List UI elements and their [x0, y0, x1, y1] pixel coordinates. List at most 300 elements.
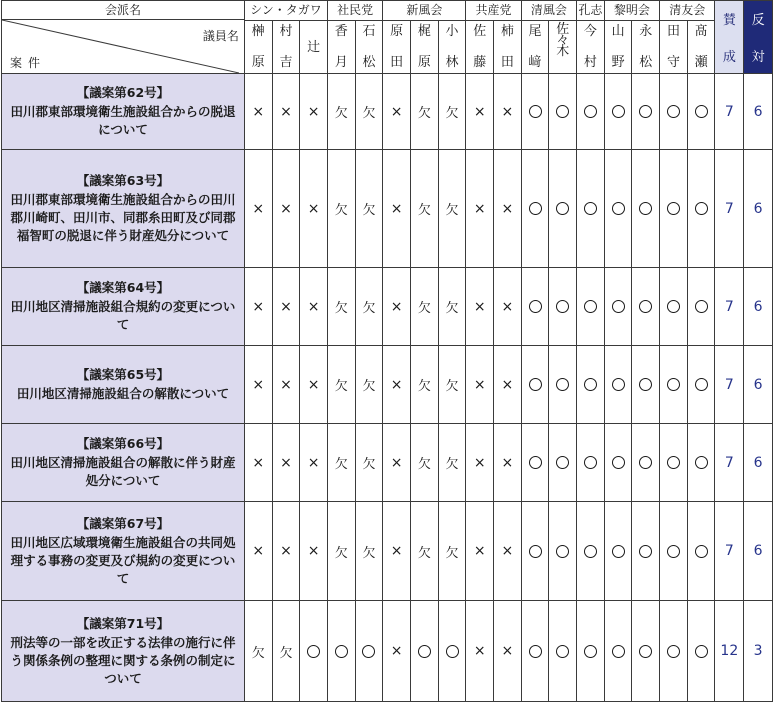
member-name-char: 原: [390, 24, 404, 39]
vote-cell: [687, 601, 715, 702]
absent-mark: 欠: [334, 301, 348, 316]
case-title: 【議案第67号】: [76, 515, 170, 531]
approve-circle-icon: [639, 378, 652, 391]
vote-cell: [272, 150, 300, 268]
absent-mark: 欠: [445, 203, 459, 218]
approve-circle-icon: [446, 645, 459, 658]
vote-cell: [327, 424, 355, 502]
oppose-mark: ×: [473, 103, 486, 120]
corner-header: [2, 1, 245, 74]
vote-cell: [410, 346, 438, 424]
case-description: 田川地区清掃施設組合の解散に伴う財産処分について: [10, 455, 236, 488]
approve-circle-icon: [584, 545, 597, 558]
case-description: 田川郡東部環境衛生施設組合からの田川郡川崎町、田川市、同郡糸田町及び同郡福智町の脱退に伴う財産処分について: [10, 192, 236, 243]
absent-mark: 欠: [417, 203, 431, 218]
oppose-mark: ×: [501, 643, 514, 659]
against-count: 3: [744, 601, 773, 702]
oppose-mark: ×: [473, 643, 486, 659]
oppose-mark: ×: [390, 376, 403, 393]
against-count: 6: [744, 424, 773, 502]
vote-cell: [494, 268, 522, 346]
oppose-mark: ×: [280, 543, 292, 559]
member-name-char: 尾: [528, 24, 542, 39]
approve-circle-icon: [529, 645, 542, 658]
member-name-char: 瀬: [694, 55, 708, 70]
against-count: 6: [744, 150, 773, 268]
absent-mark: 欠: [445, 545, 459, 561]
member-name-char: 榊: [251, 24, 265, 39]
for-label-2: 成: [722, 50, 736, 65]
member-name-char: 々: [556, 33, 570, 48]
member-name-char: 原: [251, 55, 265, 70]
approve-circle-icon: [639, 105, 652, 118]
vote-cell: [383, 424, 411, 502]
member-name-char: 野: [611, 55, 625, 70]
faction-name: 孔志: [577, 1, 605, 21]
vote-cell: [660, 346, 688, 424]
oppose-mark: ×: [280, 454, 292, 471]
oppose-mark: ×: [252, 298, 265, 315]
oppose-mark: ×: [501, 543, 514, 559]
vote-cell: [577, 601, 605, 702]
oppose-mark: ×: [280, 200, 292, 217]
case-cell: [2, 424, 245, 502]
approve-circle-icon: [695, 378, 708, 391]
oppose-mark: ×: [501, 200, 514, 217]
vote-cell: [687, 74, 715, 150]
vote-cell: [355, 150, 383, 268]
approve-circle-icon: [362, 645, 375, 658]
vote-cell: [521, 502, 549, 601]
oppose-mark: ×: [307, 543, 320, 559]
oppose-mark: ×: [280, 376, 292, 393]
vote-cell: [660, 601, 688, 702]
vote-cell: [327, 74, 355, 150]
for-count: 7: [715, 150, 744, 268]
approve-circle-icon: [695, 645, 708, 658]
vote-cell: [521, 346, 549, 424]
vote-cell: [466, 346, 494, 424]
vote-cell: [300, 268, 328, 346]
faction-name: 清風会: [521, 1, 576, 21]
case-row: [2, 346, 773, 424]
for-count: 7: [715, 268, 744, 346]
vote-cell: [660, 424, 688, 502]
member-name-char: 松: [639, 55, 653, 70]
oppose-mark: ×: [307, 298, 320, 315]
vote-cell: [438, 150, 466, 268]
approve-circle-icon: [695, 300, 708, 313]
member-name: [410, 21, 438, 74]
vote-cell: [466, 74, 494, 150]
member-name-char: 小: [445, 24, 459, 39]
member-name: [327, 21, 355, 74]
approve-circle-icon: [667, 202, 680, 215]
vote-cell: [300, 424, 328, 502]
vote-cell: [604, 424, 632, 502]
case-label: 案件: [10, 56, 47, 70]
vote-cell: [577, 150, 605, 268]
member-name-char: 守: [666, 55, 680, 70]
case-description: 田川郡東部環境衛生施設組合からの脱退について: [10, 104, 236, 137]
member-name-char: 香: [334, 24, 348, 39]
member-name: [355, 21, 383, 74]
vote-cell: [604, 502, 632, 601]
approve-circle-icon: [612, 300, 625, 313]
vote-cell: [300, 601, 328, 702]
vote-cell: [438, 346, 466, 424]
approve-circle-icon: [556, 105, 569, 118]
vote-cell: [466, 502, 494, 601]
vote-cell: [494, 150, 522, 268]
for-count: 7: [715, 424, 744, 502]
approve-circle-icon: [584, 378, 597, 391]
vote-cell: [577, 502, 605, 601]
vote-cell: [687, 268, 715, 346]
against-count: 6: [744, 268, 773, 346]
vote-cell: [300, 502, 328, 601]
case-description: 田川地区清掃施設組合規約の変更について: [10, 299, 236, 332]
approve-circle-icon: [584, 202, 597, 215]
vote-cell: [632, 150, 660, 268]
case-row: [2, 502, 773, 601]
member-name: [604, 21, 632, 74]
oppose-mark: ×: [252, 543, 265, 559]
oppose-mark: ×: [473, 454, 486, 471]
approve-circle-icon: [639, 300, 652, 313]
oppose-mark: ×: [307, 454, 320, 471]
approve-circle-icon: [529, 202, 542, 215]
vote-cell: [410, 502, 438, 601]
member-name-char: 原: [417, 55, 431, 70]
member-name-char: 髙: [694, 24, 708, 39]
vote-cell: [687, 150, 715, 268]
vote-cell: [244, 150, 272, 268]
case-cell: [2, 346, 245, 424]
approve-circle-icon: [667, 456, 680, 469]
vote-cell: [410, 601, 438, 702]
vote-cell: [577, 346, 605, 424]
approve-circle-icon: [695, 545, 708, 558]
member-name-char: 藤: [473, 55, 487, 70]
faction-name: シン・タガワ: [244, 1, 327, 21]
vote-cell: [466, 150, 494, 268]
approve-circle-icon: [584, 105, 597, 118]
member-name: [272, 21, 300, 74]
vote-cell: [410, 150, 438, 268]
case-title: 【議案第62号】: [76, 85, 170, 100]
absent-mark: 欠: [417, 301, 431, 316]
absent-mark: 欠: [251, 645, 265, 661]
vote-cell: [577, 268, 605, 346]
approve-circle-icon: [612, 645, 625, 658]
vote-cell: [494, 601, 522, 702]
member-name-char: 松: [362, 55, 376, 70]
oppose-mark: ×: [252, 376, 265, 393]
faction-name: 黎明会: [604, 1, 659, 21]
vote-cell: [272, 424, 300, 502]
vote-cell: [410, 74, 438, 150]
faction-name: 清友会: [660, 1, 715, 21]
oppose-mark: ×: [473, 200, 486, 217]
oppose-mark: ×: [307, 103, 320, 120]
oppose-mark: ×: [390, 643, 403, 659]
vote-cell: [577, 424, 605, 502]
approve-circle-icon: [584, 645, 597, 658]
vote-cell: [604, 74, 632, 150]
vote-cell: [438, 424, 466, 502]
vote-cell: [383, 150, 411, 268]
vote-cell: [604, 601, 632, 702]
member-name-char: 村: [279, 24, 293, 39]
vote-cell: [549, 346, 577, 424]
approve-circle-icon: [639, 545, 652, 558]
absent-mark: 欠: [334, 545, 348, 561]
against-label-1: 反: [751, 13, 765, 28]
vote-cell: [632, 502, 660, 601]
vote-cell: [687, 346, 715, 424]
against-label-2: 対: [751, 50, 765, 65]
member-name: [577, 21, 605, 74]
vote-cell: [521, 74, 549, 150]
approve-circle-icon: [612, 456, 625, 469]
vote-cell: [300, 346, 328, 424]
vote-cell: [604, 346, 632, 424]
for-count: 7: [715, 74, 744, 150]
oppose-mark: ×: [252, 200, 265, 217]
oppose-mark: ×: [390, 454, 403, 471]
member-name-char: 田: [500, 55, 514, 70]
vote-cell: [549, 601, 577, 702]
member-name-char: 吉: [279, 55, 293, 70]
absent-mark: 欠: [445, 301, 459, 316]
member-name: [466, 21, 494, 74]
vote-cell: [438, 74, 466, 150]
member-name-char: 佐: [556, 22, 570, 37]
case-cell: [2, 150, 245, 268]
vote-cell: [549, 502, 577, 601]
approve-circle-icon: [695, 105, 708, 118]
faction-name: 共産党: [466, 1, 521, 21]
approve-circle-icon: [556, 202, 569, 215]
vote-cell: [604, 268, 632, 346]
approve-circle-icon: [529, 545, 542, 558]
member-name: [660, 21, 688, 74]
oppose-mark: ×: [252, 454, 265, 471]
member-name-char: 永: [639, 24, 653, 39]
member-name-char: 辻: [307, 39, 321, 55]
member-name-char: 今: [583, 24, 597, 39]
vote-cell: [549, 150, 577, 268]
vote-cell: [355, 502, 383, 601]
approve-circle-icon: [667, 645, 680, 658]
member-name-char: 月: [334, 55, 348, 70]
vote-cell: [494, 424, 522, 502]
vote-cell: [355, 601, 383, 702]
member-name: [494, 21, 522, 74]
vote-cell: [577, 74, 605, 150]
member-name: [300, 21, 328, 74]
for-count: 7: [715, 502, 744, 601]
faction-name: 社民党: [327, 1, 382, 21]
case-title: 【議案第65号】: [76, 367, 170, 382]
case-row: [2, 601, 773, 702]
approve-circle-icon: [307, 645, 320, 658]
vote-cell: [660, 74, 688, 150]
member-name-char: 林: [445, 55, 459, 70]
vote-cell: [272, 346, 300, 424]
absent-mark: 欠: [279, 645, 293, 661]
oppose-mark: ×: [252, 103, 265, 120]
approve-circle-icon: [667, 105, 680, 118]
vote-cell: [272, 74, 300, 150]
vote-cell: [494, 74, 522, 150]
case-description: 田川地区広域環境衛生施設組合の共同処理する事務の変更及び規約の変更について: [10, 534, 236, 586]
vote-cell: [355, 268, 383, 346]
approve-circle-icon: [529, 300, 542, 313]
approve-circle-icon: [529, 378, 542, 391]
vote-cell: [494, 346, 522, 424]
case-description: 田川地区清掃施設組合の解散について: [16, 386, 230, 401]
absent-mark: 欠: [445, 379, 459, 394]
absent-mark: 欠: [445, 106, 459, 121]
approve-circle-icon: [584, 300, 597, 313]
absent-mark: 欠: [334, 379, 348, 394]
oppose-mark: ×: [390, 200, 403, 217]
vote-cell: [410, 424, 438, 502]
vote-cell: [494, 502, 522, 601]
member-label: 議員名: [202, 29, 239, 43]
member-name-char: 木: [556, 44, 570, 59]
oppose-mark: ×: [307, 200, 320, 217]
member-name: [687, 21, 715, 74]
absent-mark: 欠: [362, 203, 376, 218]
for-header: [715, 1, 744, 74]
approve-circle-icon: [639, 202, 652, 215]
member-name-char: 﨑: [528, 55, 542, 70]
approve-circle-icon: [667, 300, 680, 313]
faction-name: 新風会: [383, 1, 466, 21]
case-cell: [2, 268, 245, 346]
against-count: 6: [744, 502, 773, 601]
absent-mark: 欠: [334, 106, 348, 121]
member-name: [632, 21, 660, 74]
faction-header-row: [2, 1, 773, 21]
vote-cell: [244, 268, 272, 346]
approve-circle-icon: [612, 545, 625, 558]
vote-cell: [272, 268, 300, 346]
vote-cell: [632, 268, 660, 346]
vote-cell: [244, 424, 272, 502]
vote-cell: [383, 346, 411, 424]
vote-cell: [327, 268, 355, 346]
vote-cell: [355, 424, 383, 502]
oppose-mark: ×: [390, 103, 403, 120]
approve-circle-icon: [667, 378, 680, 391]
approve-circle-icon: [695, 456, 708, 469]
case-cell: [2, 74, 245, 150]
vote-cell: [383, 74, 411, 150]
vote-cell: [327, 601, 355, 702]
approve-circle-icon: [556, 378, 569, 391]
case-row: [2, 74, 773, 150]
oppose-mark: ×: [280, 103, 292, 120]
approve-circle-icon: [612, 202, 625, 215]
vote-table: [1, 0, 773, 702]
approve-circle-icon: [639, 645, 652, 658]
approve-circle-icon: [612, 378, 625, 391]
member-name: [549, 21, 577, 74]
vote-cell: [632, 601, 660, 702]
approve-circle-icon: [529, 105, 542, 118]
vote-cell: [383, 268, 411, 346]
member-name-char: 山: [611, 24, 625, 39]
oppose-mark: ×: [501, 454, 514, 471]
vote-cell: [466, 268, 494, 346]
member-name-char: 田: [666, 24, 680, 39]
vote-cell: [327, 502, 355, 601]
for-count: 7: [715, 346, 744, 424]
approve-circle-icon: [584, 456, 597, 469]
vote-cell: [410, 268, 438, 346]
oppose-mark: ×: [473, 298, 486, 315]
vote-cell: [521, 268, 549, 346]
vote-cell: [438, 502, 466, 601]
vote-cell: [300, 150, 328, 268]
approve-circle-icon: [335, 645, 348, 658]
vote-cell: [521, 150, 549, 268]
oppose-mark: ×: [501, 298, 514, 315]
vote-cell: [244, 601, 272, 702]
absent-mark: 欠: [362, 301, 376, 316]
vote-cell: [272, 502, 300, 601]
member-name: [383, 21, 411, 74]
vote-cell: [549, 74, 577, 150]
vote-cell: [300, 74, 328, 150]
member-name-char: 柿: [500, 24, 514, 39]
member-name-char: 石: [362, 24, 376, 39]
oppose-mark: ×: [280, 298, 292, 315]
member-name-char: 佐: [473, 24, 487, 39]
vote-cell: [604, 150, 632, 268]
approve-circle-icon: [556, 545, 569, 558]
vote-cell: [687, 424, 715, 502]
vote-cell: [660, 150, 688, 268]
absent-mark: 欠: [445, 457, 459, 472]
absent-mark: 欠: [417, 106, 431, 121]
vote-cell: [632, 424, 660, 502]
vote-cell: [327, 150, 355, 268]
member-name-char: 田: [390, 55, 404, 70]
vote-cell: [383, 502, 411, 601]
vote-cell: [383, 601, 411, 702]
against-count: 6: [744, 346, 773, 424]
approve-circle-icon: [529, 456, 542, 469]
for-label-1: 賛: [722, 13, 736, 28]
case-description: 刑法等の一部を改正する法律の施行に伴う関係条例の整理に関する条例の制定について: [10, 634, 236, 686]
oppose-mark: ×: [501, 376, 514, 393]
case-title: 【議案第64号】: [76, 280, 170, 295]
vote-cell: [466, 424, 494, 502]
vote-cell: [521, 601, 549, 702]
vote-cell: [549, 268, 577, 346]
case-cell: [2, 502, 245, 601]
vote-cell: [327, 346, 355, 424]
absent-mark: 欠: [334, 203, 348, 218]
case-rows: [2, 74, 773, 702]
approve-circle-icon: [556, 456, 569, 469]
vote-cell: [438, 268, 466, 346]
